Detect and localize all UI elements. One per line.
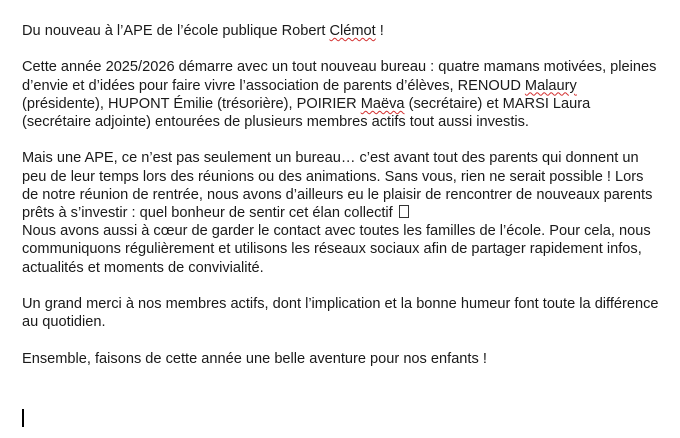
spellcheck-word-clemot: Clémot xyxy=(329,23,376,39)
spellcheck-word-malaury: Malaury xyxy=(524,77,577,94)
document-body[interactable] xyxy=(22,22,662,368)
paragraph-closing xyxy=(22,350,662,368)
paragraph-bureau-text-1: Cette année 2025/2026 démarre avec un tout nouveau bureau : quatre mamans motivées, pleines d’envie et d’idées pour faire vivre l’association de parents d’élèves, RENOUD xyxy=(22,59,657,94)
paragraph-contact xyxy=(22,222,662,277)
paragraph-contact-text: Nous avons aussi à cœur de garder le contact avec toutes les familles de l’école. Pour cela, nous communiquons régulièrement et utilisons les réseaux sociaux afin de partager rapidement infos, actualités et moments de convivialité. xyxy=(22,223,651,276)
paragraph-thanks-text: Un grand merci à nos membres actifs, dont l’implication et la bonne humeur font toute la différence au quotidien. xyxy=(22,296,659,331)
paragraph-bureau xyxy=(22,58,662,131)
missing-glyph-icon xyxy=(399,205,409,218)
paragraph-parents xyxy=(22,149,662,222)
paragraph-bureau-text-2: (présidente), HUPONT Émilie (trésorière), POIRIER xyxy=(22,95,361,112)
paragraph-parents-text: Mais une APE, ce n’est pas seulement un bureau… c’est avant tout des parents qui donnent un peu de leur temps lors des réunions ou des animations. Sans vous, rien ne serait possible ! Lors de notre réunion de rentrée, nous avons d’ailleurs eu le plaisir de rencontrer de nouveaux parents prêts à s’investir : quel bonheur de sentir cet élan collectif xyxy=(22,150,653,221)
text-cursor xyxy=(22,409,24,427)
title-text: Du nouveau à l’APE de l’école publique Robert xyxy=(22,23,330,39)
paragraph-bureau-text-3: (secrétaire) et MARSI Laura (secrétaire adjointe) entourées de plusieurs membres actifs tout aussi investis. xyxy=(22,95,591,130)
document-title xyxy=(22,22,662,40)
paragraph-closing-text: Ensemble, faisons de cette année une belle aventure pour nos enfants ! xyxy=(22,350,487,367)
spellcheck-word-maeva: Maëva xyxy=(360,95,405,112)
title-end: ! xyxy=(375,23,384,39)
paragraph-thanks xyxy=(22,295,662,331)
